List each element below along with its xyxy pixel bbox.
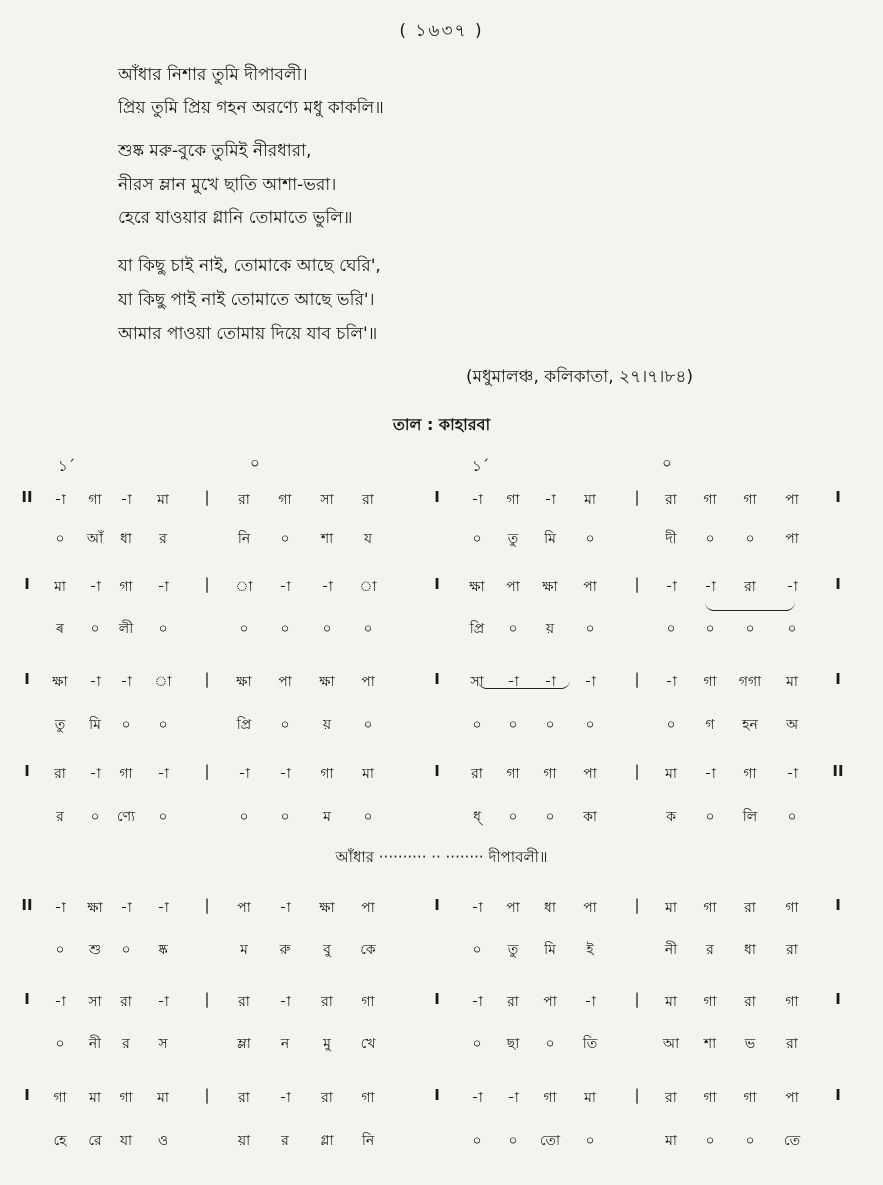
- bar-line: |: [204, 1086, 210, 1104]
- swara-note: -া: [279, 1090, 291, 1106]
- swara-note: -া: [54, 492, 66, 508]
- swara-note: -া: [544, 492, 556, 508]
- syllable: র: [159, 531, 167, 547]
- bar-line-end: I: [835, 575, 841, 593]
- swara-note: -া: [584, 994, 596, 1010]
- beat-mark: ০: [662, 454, 672, 472]
- syllable: তে: [783, 1133, 801, 1149]
- syllable: আ: [662, 1036, 680, 1052]
- syllable: ০: [705, 1133, 715, 1149]
- syllable: তু: [507, 531, 519, 547]
- swara-note: -া: [238, 766, 250, 782]
- bar-line-end: I: [835, 670, 841, 688]
- syllable: ০: [705, 531, 715, 547]
- swara-note: -া: [471, 900, 483, 916]
- swara-note: গা: [361, 994, 375, 1010]
- syllable: ই: [586, 942, 594, 958]
- beat-mark: ১´: [472, 457, 490, 475]
- swara-note: পা: [278, 674, 292, 690]
- syllable: তি: [582, 1036, 598, 1052]
- bar-line: I: [434, 575, 440, 593]
- bar-line: I: [434, 896, 440, 914]
- swara-note: -া: [665, 674, 677, 690]
- lyric-line: যা কিছু চাই নাই, তোমাকে আছে ঘেরি',: [118, 256, 381, 276]
- syllable: শা: [320, 531, 334, 547]
- syllable: বু: [323, 942, 331, 958]
- swara-note: গা: [703, 674, 717, 690]
- syllable: তু: [507, 942, 519, 958]
- syllable: ০: [158, 717, 168, 733]
- swara-note: মা: [54, 579, 66, 595]
- swara-note: গা: [506, 492, 520, 508]
- bar-line-start: I: [24, 990, 30, 1008]
- swara-note: -া: [279, 900, 291, 916]
- syllable: প্রি: [469, 621, 485, 637]
- syllable: হে: [53, 1133, 67, 1149]
- syllable: য়: [545, 621, 555, 637]
- syllable: ন: [280, 1036, 290, 1052]
- swara-note: -া: [704, 579, 716, 595]
- bar-line: |: [204, 990, 210, 1008]
- swara-note: গা: [785, 994, 799, 1010]
- syllable: ০: [55, 942, 65, 958]
- bar-line: I: [434, 990, 440, 1008]
- swara-note: -া: [665, 579, 677, 595]
- swara-note: রা: [321, 1090, 333, 1106]
- bar-line: I: [434, 762, 440, 780]
- swara-note: মা: [157, 1090, 169, 1106]
- syllable: ০: [472, 942, 482, 958]
- swara-note: পা: [785, 1090, 799, 1106]
- syllable: রে: [88, 1133, 102, 1149]
- taal-heading: তাল : কাহারবা: [392, 415, 491, 434]
- swara-note: গা: [543, 1090, 557, 1106]
- bar-line: |: [634, 575, 640, 593]
- syllable: নী: [664, 942, 678, 958]
- notation-row: [0, 762, 883, 788]
- page-number: ( ১৬৩৭ ): [399, 21, 484, 41]
- swara-note: গা: [703, 994, 717, 1010]
- syllable: ভ: [744, 1036, 756, 1052]
- swara-note: মা: [665, 766, 677, 782]
- swara-note: -া: [704, 766, 716, 782]
- syllable: পা: [785, 531, 799, 547]
- notation-row: [0, 488, 883, 514]
- swara-note: পা: [543, 994, 557, 1010]
- swara-note: -া: [89, 766, 101, 782]
- bar-line: |: [204, 488, 210, 506]
- swara-note: গা: [785, 900, 799, 916]
- syllable: শু: [88, 942, 102, 958]
- swara-note: -া: [471, 1090, 483, 1106]
- swara-note: গা: [543, 766, 557, 782]
- syllable: ০: [158, 621, 168, 637]
- source-note: (মধুমালঞ্চ, কলিকাতা, ২৭।৭।৮৪): [466, 367, 694, 387]
- bar-line-start: II: [21, 488, 33, 506]
- swara-note: ক্ষা: [542, 579, 558, 595]
- syllable: মি: [544, 942, 556, 958]
- swara-note: -া: [471, 994, 483, 1010]
- swara-note: া: [359, 579, 377, 595]
- bar-line-end: II: [832, 762, 844, 780]
- swara-note: -া: [89, 579, 101, 595]
- syllable: রা: [786, 1036, 798, 1052]
- swara-note: রা: [744, 579, 756, 595]
- swara-note: সা: [320, 492, 334, 508]
- swara-note: মা: [89, 1090, 101, 1106]
- bar-line: |: [634, 670, 640, 688]
- swara-note: রা: [665, 1090, 677, 1106]
- swara-note: গা: [88, 492, 102, 508]
- syllable: ০: [508, 717, 518, 733]
- syllable: ছা: [506, 1036, 520, 1052]
- bar-line: |: [634, 1086, 640, 1104]
- swara-note: রা: [744, 994, 756, 1010]
- syllable: রা: [786, 942, 798, 958]
- lyric-syllable-row: [0, 527, 883, 553]
- swara-note: -া: [120, 900, 132, 916]
- bar-line: |: [204, 762, 210, 780]
- lyric-syllable-row: [0, 1032, 883, 1058]
- slur-mark: [705, 602, 795, 611]
- swara-note: গা: [53, 1090, 67, 1106]
- swara-note: ধা: [544, 900, 556, 916]
- swara-note: গা: [361, 1090, 375, 1106]
- syllable: আঁ: [86, 531, 104, 547]
- syllable: ০: [585, 717, 595, 733]
- syllable: হন: [742, 717, 758, 733]
- swara-note: -া: [584, 674, 596, 690]
- swara-note: -া: [157, 994, 169, 1010]
- bar-line-start: I: [24, 762, 30, 780]
- swara-note: গা: [703, 900, 717, 916]
- syllable: ০: [363, 621, 373, 637]
- beat-mark: ০: [250, 454, 260, 472]
- syllable: ০: [239, 621, 249, 637]
- swara-note: সা: [88, 994, 102, 1010]
- syllable: ০: [472, 717, 482, 733]
- swara-note: -া: [507, 674, 519, 690]
- notation-row: [0, 670, 883, 696]
- lyric-line: আমার পাওয়া তোমায় দিয়ে যাব চলি'॥: [118, 324, 378, 344]
- syllable: ০: [280, 531, 290, 547]
- syllable: য: [363, 531, 373, 547]
- swara-note: রা: [665, 492, 677, 508]
- syllable: খে: [360, 1036, 376, 1052]
- syllable: কা: [583, 809, 597, 825]
- swara-note: সা: [470, 674, 484, 690]
- swara-note: গা: [743, 1090, 757, 1106]
- bar-line: |: [634, 896, 640, 914]
- refrain-line: আঁধার ·········· ·· ········ দীপাবলী॥: [335, 848, 548, 866]
- swara-note: গা: [743, 492, 757, 508]
- notation-row: [0, 896, 883, 922]
- swara-note: রা: [507, 994, 519, 1010]
- swara-note: ক্ষা: [319, 674, 335, 690]
- swara-note: গগা: [738, 674, 762, 690]
- swara-note: মা: [584, 492, 596, 508]
- swara-note: রা: [238, 994, 250, 1010]
- lyric-line: নীরস ম্লান মুখে ছাতি আশা-ভরা।: [118, 175, 337, 195]
- bar-line-end: I: [835, 488, 841, 506]
- swara-note: রা: [238, 492, 250, 508]
- syllable: তো: [539, 1133, 561, 1149]
- syllable: ০: [55, 1036, 65, 1052]
- swara-note: মা: [584, 1090, 596, 1106]
- syllable: কে: [360, 942, 376, 958]
- swara-note: মা: [786, 674, 798, 690]
- syllable: নী: [88, 1036, 102, 1052]
- swara-note: -া: [157, 579, 169, 595]
- syllable: ষ্ক: [158, 942, 168, 958]
- lyric-line: হেরে যাওয়ার গ্লানি তোমাতে ভুলি॥: [118, 208, 353, 228]
- syllable: ০: [280, 621, 290, 637]
- swara-note: ক্ষা: [469, 579, 485, 595]
- syllable: ০: [585, 1133, 595, 1149]
- syllable: ০: [472, 531, 482, 547]
- swara-note: -া: [279, 579, 291, 595]
- swara-note: -া: [544, 674, 556, 690]
- swara-note: পা: [583, 900, 597, 916]
- syllable: মা: [665, 1133, 677, 1149]
- syllable: ০: [545, 1036, 555, 1052]
- syllable: ম্লা: [237, 1036, 251, 1052]
- bar-line-start: I: [24, 575, 30, 593]
- bar-line: |: [204, 896, 210, 914]
- syllable: গ্লা: [320, 1133, 334, 1149]
- swara-note: পা: [361, 674, 375, 690]
- swara-note: রা: [471, 766, 483, 782]
- syllable: তু: [54, 717, 66, 733]
- swara-note: পা: [506, 900, 520, 916]
- syllable: র: [281, 1133, 289, 1149]
- syllable: ণ্যে: [116, 809, 136, 825]
- swara-note: পা: [237, 900, 251, 916]
- swara-note: গা: [119, 1090, 133, 1106]
- swara-note: রা: [238, 1090, 250, 1106]
- swara-note: -া: [120, 492, 132, 508]
- swara-note: -া: [471, 492, 483, 508]
- syllable: ০: [508, 1133, 518, 1149]
- swara-note: গা: [278, 492, 292, 508]
- swara-note: ক্ষা: [52, 674, 68, 690]
- swara-note: পা: [583, 579, 597, 595]
- syllable: ০: [545, 717, 555, 733]
- swara-note: পা: [506, 579, 520, 595]
- swara-note: গা: [703, 492, 717, 508]
- swara-note: -া: [279, 994, 291, 1010]
- lyric-line: যা কিছু পাই নাই তোমাতে আছে ভরি'।: [118, 290, 375, 310]
- bar-line-start: II: [21, 896, 33, 914]
- syllable: ০: [705, 809, 715, 825]
- syllable: ০: [121, 942, 131, 958]
- syllable: ০: [508, 809, 518, 825]
- swara-note: পা: [785, 492, 799, 508]
- syllable: গ: [705, 717, 715, 733]
- lyric-line: প্রিয় তুমি প্রিয় গহন অরণ্যে মধু কাকলি॥: [118, 98, 384, 118]
- swara-note: -া: [507, 1090, 519, 1106]
- syllable: ধ্: [473, 809, 481, 825]
- swara-note: মা: [157, 492, 169, 508]
- syllable: ০: [158, 809, 168, 825]
- swara-note: গা: [119, 579, 133, 595]
- beat-mark: ১´: [58, 457, 76, 475]
- syllable: ৰ: [56, 621, 64, 637]
- swara-note: া: [235, 579, 253, 595]
- syllable: র: [706, 942, 714, 958]
- lyric-line: শুষ্ক মরু-বুকে তুমিই নীরধারা,: [118, 141, 312, 161]
- syllable: ম: [323, 809, 331, 825]
- syllable: মু: [323, 1036, 331, 1052]
- swara-note: গা: [703, 1090, 717, 1106]
- bar-line: I: [434, 488, 440, 506]
- syllable: ০: [239, 809, 249, 825]
- bar-line-end: I: [835, 990, 841, 1008]
- lyric-syllable-row: [0, 617, 883, 643]
- swara-note: -া: [321, 579, 333, 595]
- syllable: ০: [280, 717, 290, 733]
- notation-row: [0, 575, 883, 601]
- notation-row: [0, 1086, 883, 1112]
- syllable: স: [158, 1036, 168, 1052]
- syllable: ০: [585, 531, 595, 547]
- bar-line: |: [204, 670, 210, 688]
- syllable: ০: [787, 809, 797, 825]
- bar-line: I: [434, 670, 440, 688]
- syllable: ০: [745, 621, 755, 637]
- syllable: ০: [745, 531, 755, 547]
- syllable: নি: [237, 531, 251, 547]
- swara-note: পা: [583, 766, 597, 782]
- bar-line-end: I: [835, 1086, 841, 1104]
- swara-note: রা: [120, 994, 132, 1010]
- swara-note: ক্ষা: [236, 674, 252, 690]
- swara-note: ক্ষা: [319, 900, 335, 916]
- syllable: য়: [322, 717, 332, 733]
- swara-note: পা: [361, 900, 375, 916]
- bar-line-start: I: [24, 1086, 30, 1104]
- syllable: ধা: [744, 942, 756, 958]
- syllable: ০: [90, 621, 100, 637]
- lyric-syllable-row: [0, 938, 883, 964]
- syllable: লী: [118, 621, 134, 637]
- lyric-syllable-row: [0, 805, 883, 831]
- bar-line-end: I: [835, 896, 841, 914]
- swara-note: -া: [157, 766, 169, 782]
- swara-note: মা: [665, 994, 677, 1010]
- slur-mark: [478, 680, 570, 689]
- swara-note: রা: [54, 766, 66, 782]
- bar-line: |: [204, 575, 210, 593]
- syllable: দী: [665, 531, 677, 547]
- swara-note: া: [154, 674, 172, 690]
- swara-note: -া: [157, 900, 169, 916]
- syllable: ০: [745, 1133, 755, 1149]
- syllable: ০: [55, 531, 65, 547]
- bar-line: |: [634, 488, 640, 506]
- syllable: ০: [472, 1036, 482, 1052]
- syllable: ০: [363, 809, 373, 825]
- swara-note: -া: [54, 900, 66, 916]
- swara-note: -া: [89, 674, 101, 690]
- swara-note: রা: [744, 900, 756, 916]
- syllable: র: [122, 1036, 130, 1052]
- swara-note: ক্ষা: [87, 900, 103, 916]
- syllable: ০: [545, 809, 555, 825]
- swara-note: রা: [321, 994, 333, 1010]
- swara-note: রা: [362, 492, 374, 508]
- swara-note: মা: [665, 900, 677, 916]
- syllable: ম: [240, 942, 248, 958]
- bar-line-start: I: [24, 670, 30, 688]
- syllable: ০: [121, 717, 131, 733]
- syllable: লি: [742, 809, 758, 825]
- swara-note: গা: [743, 766, 757, 782]
- syllable: মি: [544, 531, 556, 547]
- swara-note: -া: [54, 994, 66, 1010]
- syllable: ০: [363, 717, 373, 733]
- swara-note: -া: [786, 579, 798, 595]
- swara-note: গা: [506, 766, 520, 782]
- syllable: শা: [703, 1036, 717, 1052]
- swara-note: গা: [320, 766, 334, 782]
- swara-note: -া: [786, 766, 798, 782]
- syllable: প্রি: [236, 717, 252, 733]
- bar-line: I: [434, 1086, 440, 1104]
- syllable: মি: [89, 717, 101, 733]
- swara-note: মা: [362, 766, 374, 782]
- syllable: ক: [666, 809, 676, 825]
- syllable: ০: [322, 621, 332, 637]
- syllable: ০: [585, 621, 595, 637]
- syllable: ০: [666, 621, 676, 637]
- syllable: যা: [119, 1133, 133, 1149]
- syllable: ধা: [120, 531, 132, 547]
- syllable: ০: [787, 621, 797, 637]
- notation-row: [0, 990, 883, 1016]
- syllable: ০: [90, 809, 100, 825]
- syllable: ০: [666, 717, 676, 733]
- swara-note: -া: [279, 766, 291, 782]
- lyric-line: আঁধার নিশার তুমি দীপাবলী।: [118, 65, 308, 85]
- syllable: রু: [279, 942, 291, 958]
- syllable: ও: [157, 1133, 169, 1149]
- syllable: ০: [472, 1133, 482, 1149]
- syllable: ০: [280, 809, 290, 825]
- bar-line: |: [634, 990, 640, 1008]
- swara-note: -া: [120, 674, 132, 690]
- syllable: ০: [705, 621, 715, 637]
- syllable: নি: [361, 1133, 375, 1149]
- lyric-syllable-row: [0, 713, 883, 739]
- bar-line: |: [634, 762, 640, 780]
- syllable: অ: [785, 717, 799, 733]
- lyric-syllable-row: [0, 1129, 883, 1155]
- syllable: ০: [508, 621, 518, 637]
- swara-note: গা: [119, 766, 133, 782]
- syllable: র: [56, 809, 64, 825]
- syllable: য়া: [237, 1133, 251, 1149]
